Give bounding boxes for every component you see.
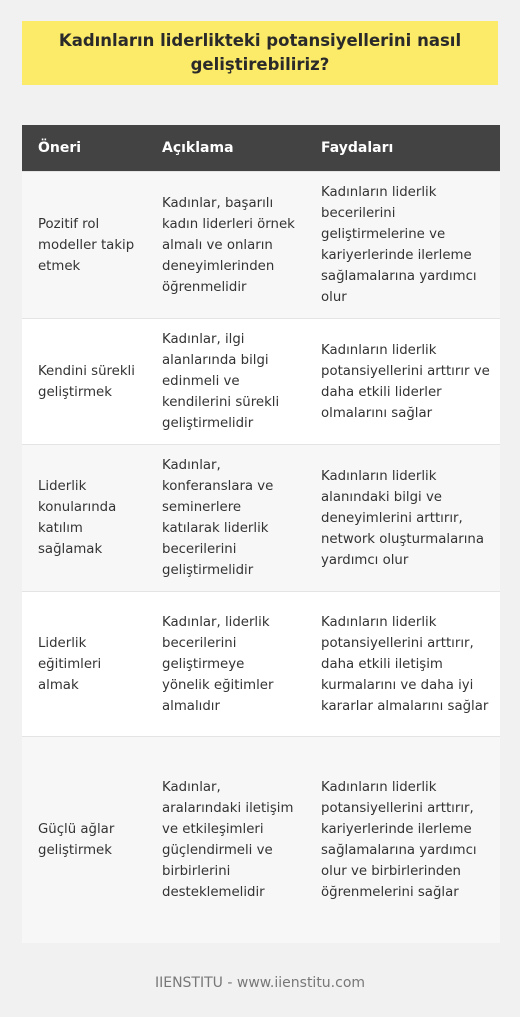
table-row bbox=[22, 319, 500, 445]
cell-oneri: Kendini sürekli geliştirmek bbox=[22, 319, 146, 445]
table-header-row bbox=[22, 125, 500, 172]
cell-oneri: Pozitif rol modeller takip etmek bbox=[22, 172, 146, 319]
cell-aciklama: Kadınlar, ilgi alanlarında bilgi edinmeli ve kendilerini sürekli geliştirmelidir bbox=[146, 319, 305, 445]
cell-oneri: Liderlik eğitimleri almak bbox=[22, 592, 146, 737]
cell-aciklama: Kadınlar, başarılı kadın liderleri örnek almalı ve onların deneyimlerinden öğrenmelidir bbox=[146, 172, 305, 319]
column-header-faydalari: Faydaları bbox=[305, 125, 500, 172]
cell-faydalari: Kadınların liderlik potansiyellerini arttırır, daha etkili iletişim kurmalarını ve daha iyi kararlar almalarını sağlar bbox=[305, 592, 500, 737]
table-row bbox=[22, 737, 500, 944]
cell-faydalari: Kadınların liderlik alanındaki bilgi ve deneyimlerini arttırır, network oluşturmalarına yardımcı olur bbox=[305, 445, 500, 592]
footer-credit: IIENSTITU - www.iienstitu.com bbox=[154, 975, 366, 991]
table-row bbox=[22, 172, 500, 319]
cell-oneri: Liderlik konularında katılım sağlamak bbox=[22, 445, 146, 592]
cell-oneri: Güçlü ağlar geliştirmek bbox=[22, 737, 146, 944]
cell-faydalari: Kadınların liderlik potansiyellerini arttırır, kariyerlerinde ilerleme sağlamalarına yardımcı olur ve birbirlerinden öğrenmelerini sağlar bbox=[305, 737, 500, 944]
cell-aciklama: Kadınlar, liderlik becerilerini geliştirmeye yönelik eğitimler almalıdır bbox=[146, 592, 305, 737]
page-title: Kadınların liderlikteki potansiyellerini nasıl geliştirebiliriz? bbox=[58, 31, 462, 74]
column-header-aciklama: Açıklama bbox=[146, 125, 305, 172]
table-row bbox=[22, 592, 500, 737]
cell-aciklama: Kadınlar, konferanslara ve seminerlere katılarak liderlik becerilerini geliştirmelidir bbox=[146, 445, 305, 592]
cell-faydalari: Kadınların liderlik potansiyellerini arttırır ve daha etkili liderler olmalarını sağlar bbox=[305, 319, 500, 445]
cell-aciklama: Kadınlar, aralarındaki iletişim ve etkileşimleri güçlendirmeli ve birbirlerini desteklemelidir bbox=[146, 737, 305, 944]
title-banner bbox=[22, 21, 498, 85]
cell-faydalari: Kadınların liderlik becerilerini geliştirmelerine ve kariyerlerinde ilerleme sağlamalarına yardımcı olur bbox=[305, 172, 500, 319]
recommendations-table bbox=[22, 125, 500, 943]
table-row bbox=[22, 445, 500, 592]
column-header-oneri: Öneri bbox=[22, 125, 146, 172]
